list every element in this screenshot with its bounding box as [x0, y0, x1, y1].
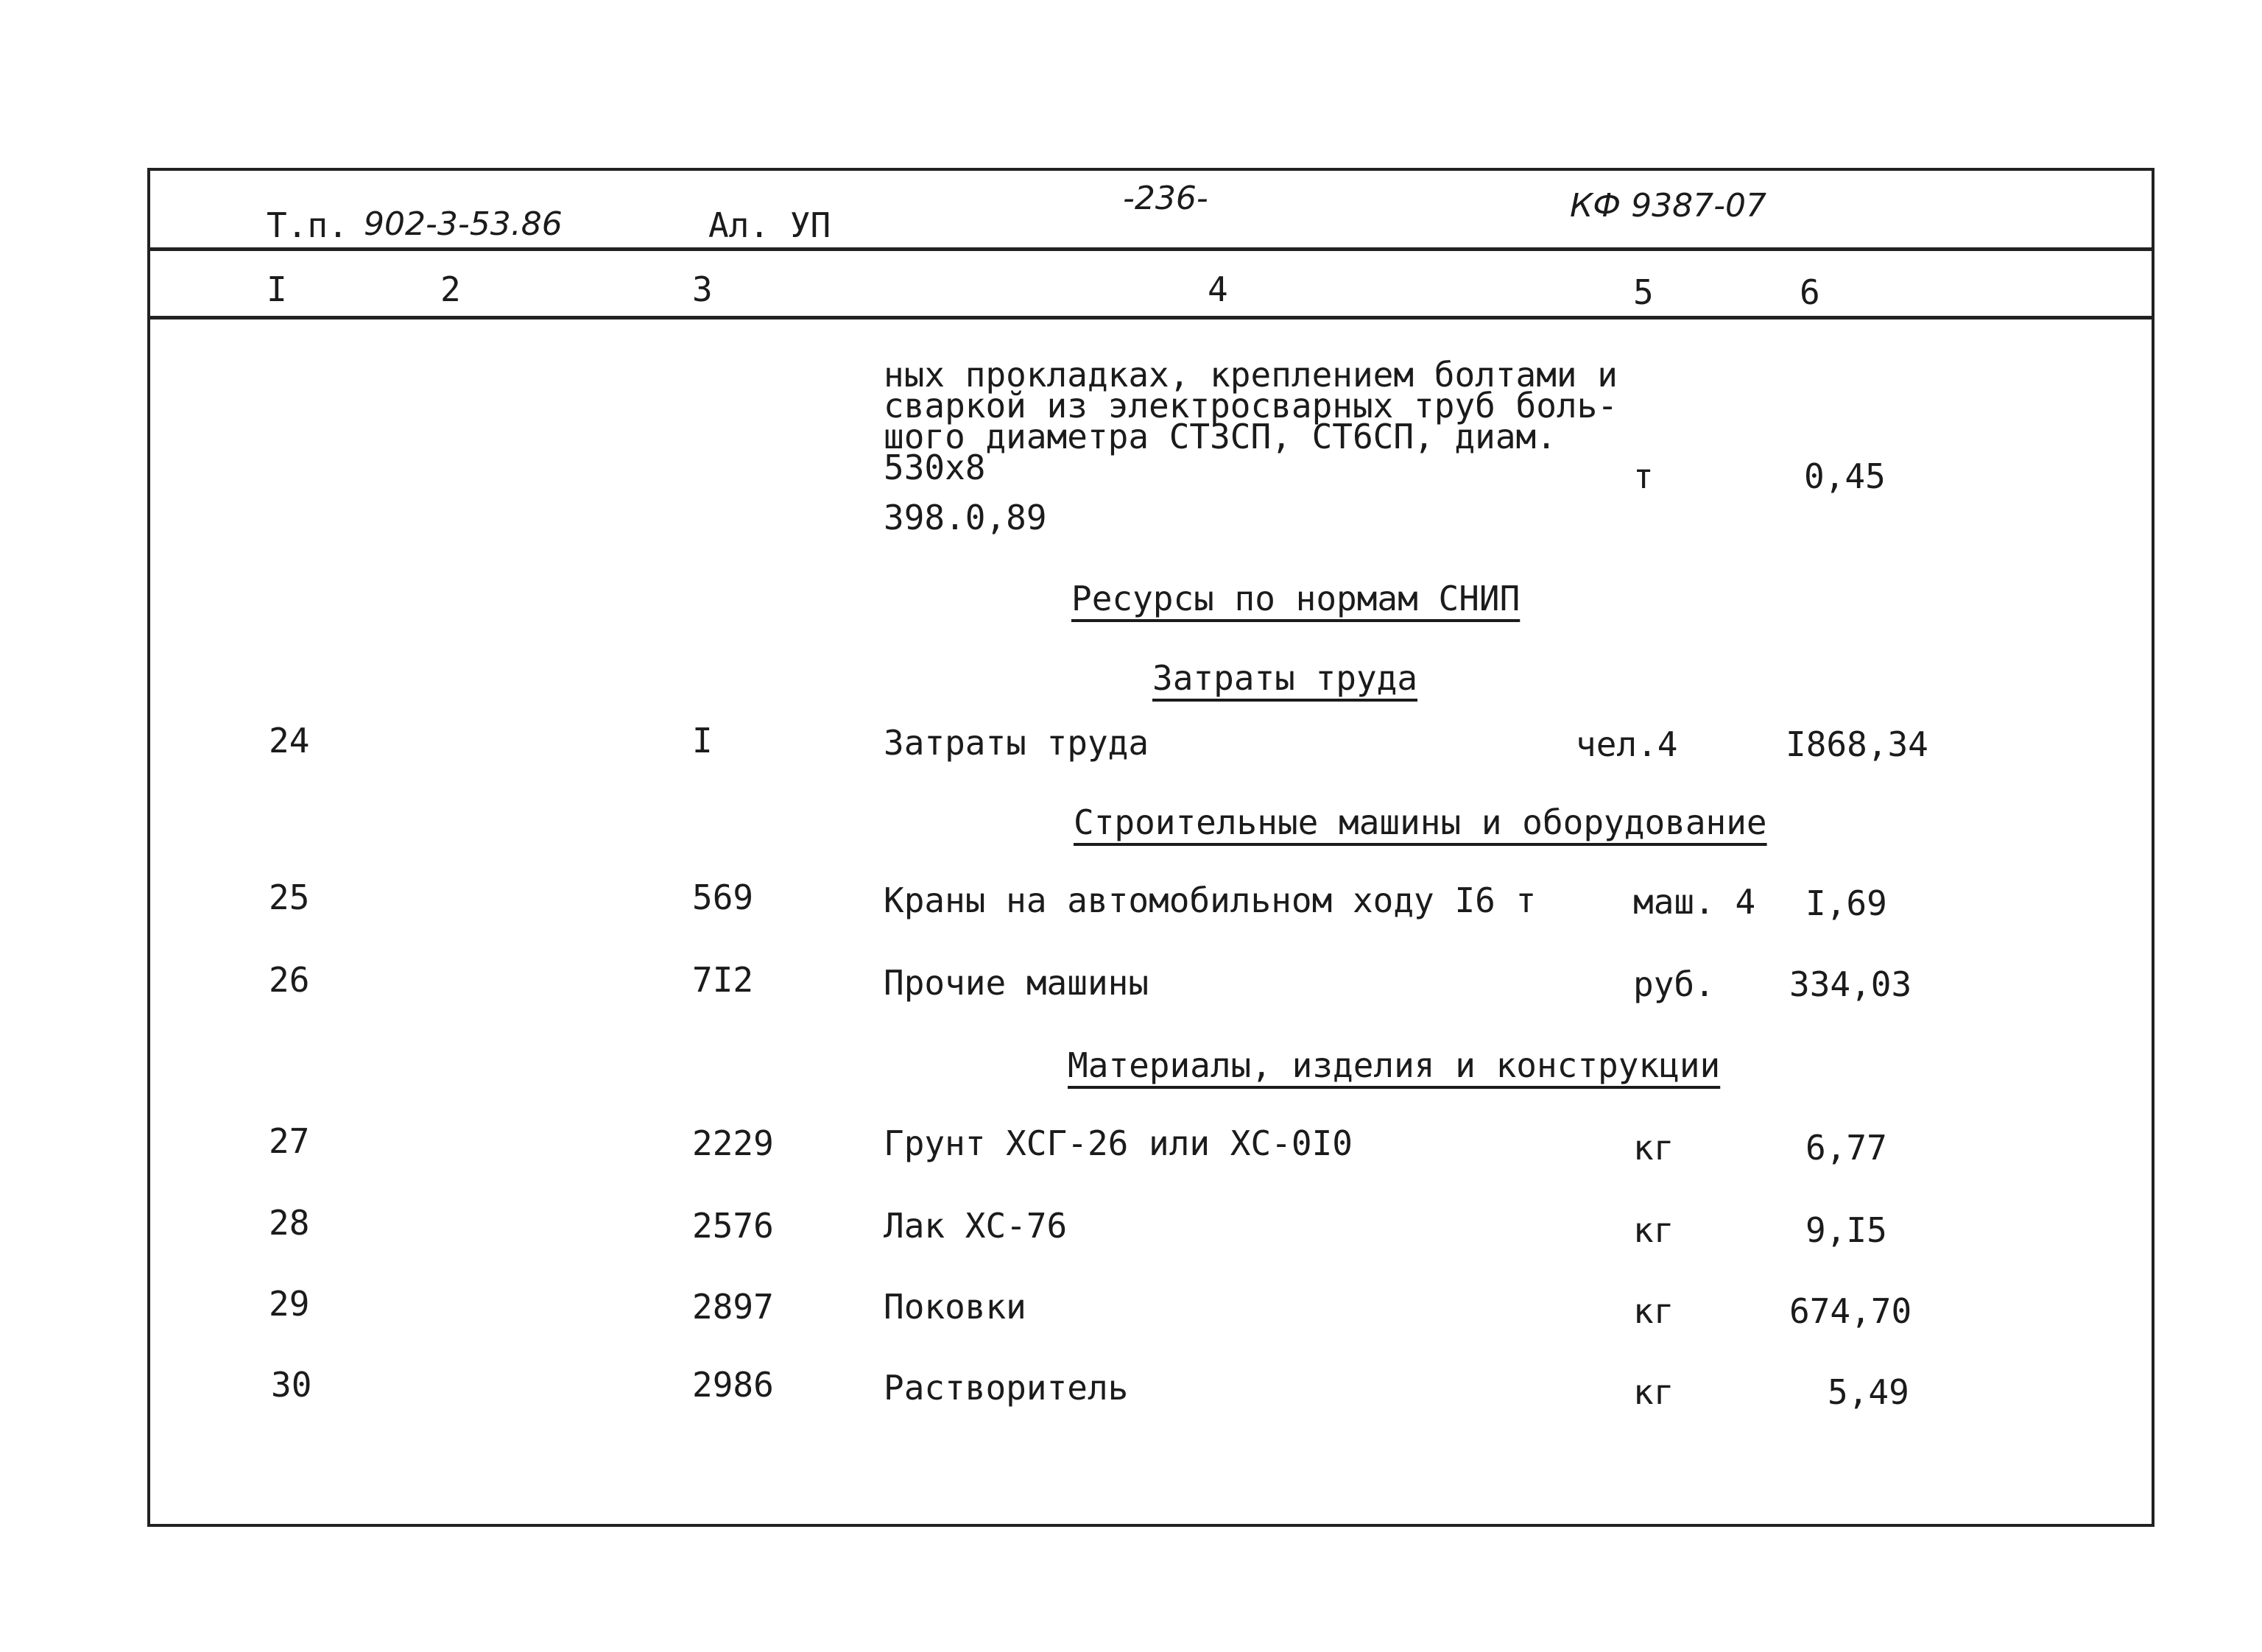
row-24-number: 24: [269, 721, 310, 760]
row-26-number: 26: [269, 960, 310, 1000]
doc-number: 902-3-53.86: [364, 205, 563, 243]
continuation-line-3: шого диаметра СТ3СП, СТ6СП, диам.: [884, 417, 1557, 456]
row-26-unit: руб.: [1633, 964, 1715, 1004]
album-label: Ал. УП: [708, 205, 831, 245]
row-24-unit: чел.4: [1576, 724, 1678, 764]
row-27-unit: кг: [1633, 1128, 1674, 1168]
row-27-qty: 6,77: [1805, 1128, 1887, 1168]
continuation-qty: 0,45: [1804, 456, 1886, 496]
continuation-line-4: 530х8: [884, 448, 986, 487]
continuation-unit: т: [1633, 456, 1654, 496]
row-25-name: Краны на автомобильном ходу I6 т: [884, 880, 1537, 920]
column-header-6: 6: [1800, 272, 1820, 312]
row-28-name: Лак ХС-76: [884, 1206, 1068, 1246]
row-30-code: 2986: [692, 1365, 774, 1405]
row-30-qty: 5,49: [1828, 1372, 1909, 1412]
continuation-ref: 398.0,89: [884, 498, 1047, 537]
continuation-line-2: сваркой из электросварных труб боль-: [884, 386, 1618, 426]
row-29-unit: кг: [1633, 1291, 1674, 1331]
row-24-name: Затраты труда: [884, 723, 1149, 763]
header-divider: [147, 247, 2154, 251]
row-26-name: Прочие машины: [884, 963, 1149, 1003]
column-header-1: I: [267, 269, 287, 309]
row-30-number: 30: [271, 1365, 312, 1405]
document-code: КФ 9387-07: [1570, 187, 1766, 225]
column-header-4: 4: [1208, 269, 1228, 309]
row-27-code: 2229: [692, 1123, 774, 1163]
row-28-number: 28: [269, 1203, 310, 1243]
column-header-3: 3: [692, 269, 713, 309]
row-28-code: 2576: [692, 1206, 774, 1246]
row-27-number: 27: [269, 1121, 310, 1161]
section-heading-labor: Затраты труда: [1152, 658, 1418, 698]
column-header-5: 5: [1633, 272, 1654, 312]
row-29-code: 2897: [692, 1287, 774, 1327]
row-26-code: 7I2: [692, 960, 754, 1000]
row-28-unit: кг: [1633, 1210, 1674, 1250]
row-29-qty: 674,70: [1789, 1291, 1912, 1331]
row-24-qty: I868,34: [1786, 724, 1928, 764]
column-header-2: 2: [440, 269, 461, 309]
continuation-line-1: ных прокладках, креплением болтами и: [884, 355, 1618, 395]
section-heading-resources: Ресурсы по нормам СНИП: [1071, 579, 1521, 618]
doc-prefix: Т.п.: [267, 205, 348, 245]
row-25-unit: маш. 4: [1633, 882, 1756, 922]
row-29-number: 29: [269, 1284, 310, 1324]
row-29-name: Поковки: [884, 1287, 1026, 1327]
row-30-name: Растворитель: [884, 1368, 1129, 1408]
row-27-name: Грунт ХСГ-26 или ХС-0I0: [884, 1123, 1353, 1163]
row-25-code: 569: [692, 878, 754, 917]
row-26-qty: 334,03: [1789, 964, 1912, 1004]
section-heading-materials: Материалы, изделия и конструкции: [1068, 1045, 1721, 1085]
row-25-qty: I,69: [1805, 883, 1887, 923]
row-30-unit: кг: [1633, 1372, 1674, 1412]
section-heading-machines: Строительные машины и оборудование: [1074, 802, 1767, 842]
row-24-code: I: [692, 721, 713, 760]
row-25-number: 25: [269, 878, 310, 917]
column-header-divider: [147, 316, 2154, 320]
row-28-qty: 9,I5: [1805, 1210, 1887, 1250]
page-number: -236-: [1123, 180, 1208, 217]
